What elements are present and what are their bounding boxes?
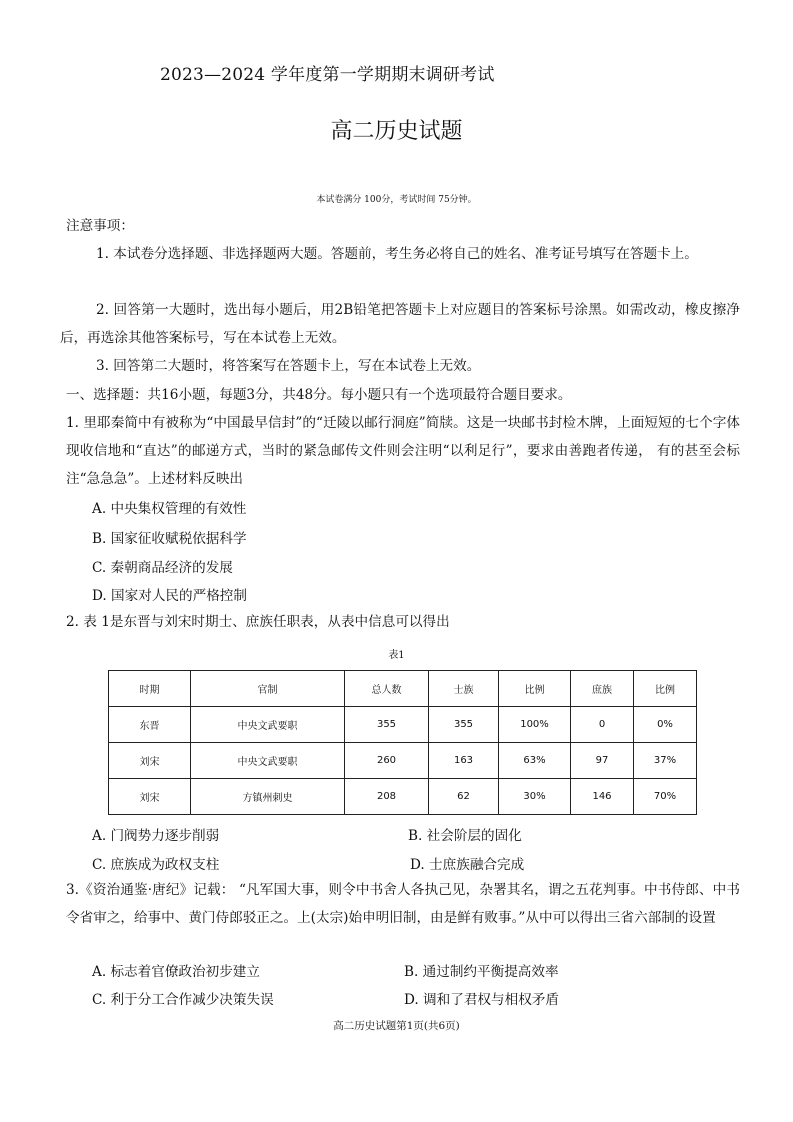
table-header-row (109, 671, 697, 707)
table-header-cell: 士族 (429, 671, 499, 707)
question-2-option-c: C. 庶族成为政权支柱 (92, 857, 220, 873)
table-row (109, 779, 697, 815)
question-2-option-b: B. 社会阶层的固化 (408, 828, 522, 844)
table-row (109, 707, 697, 743)
table-header-cell: 庶族 (571, 671, 634, 707)
table-caption: 表1 (388, 650, 405, 661)
table-cell: 146 (571, 779, 634, 815)
table-cell: 100% (499, 707, 571, 743)
table-cell: 63% (499, 743, 571, 779)
page-footer: 高二历史试题第1页(共6页) (333, 1020, 460, 1032)
table-cell: 东晋 (109, 707, 191, 743)
table-cell: 260 (345, 743, 429, 779)
question-1-option-d: D. 国家对人民的严格控制 (92, 588, 247, 604)
table-cell: 163 (429, 743, 499, 779)
notice-item-2: 2. 回答第一大题时，选出每小题后，用2B铅笔把答题卡上对应题目的答案标号涂黑。如需改动，橡皮擦净后，再选涂其他答案标号，写在本试卷上无效。 (60, 302, 740, 346)
question-3-stem: 3.《资治通鉴·唐纪》记载： “凡军国大事，则令中书舍人各执己见，杂署其名，谓之五花判事。中书侍郎、中书令省审之，给事中、黄门侍郎驳正之。上(太宗)始申明旧制，由是鲜有败事。”从中可以得出三省六部制的设置 (66, 882, 740, 926)
table-header-cell: 比例 (634, 671, 697, 707)
table-cell: 37% (634, 743, 697, 779)
table-header-cell: 官制 (191, 671, 345, 707)
table-cell: 中央文武要职 (191, 743, 345, 779)
table-cell: 刘宋 (109, 743, 191, 779)
question-2-stem: 2. 表 1是东晋与刘宋时期士、庶族任职表，从表中信息可以得出 (66, 614, 450, 630)
table-header-cell: 比例 (499, 671, 571, 707)
table-cell: 0 (571, 707, 634, 743)
table-cell: 355 (429, 707, 499, 743)
data-table (108, 670, 697, 815)
table-header-cell: 时期 (109, 671, 191, 707)
subject-title: 高二历史试题 (330, 119, 463, 144)
question-2-option-a: A. 门阀势力逐步削弱 (92, 828, 220, 844)
table-row (109, 743, 697, 779)
table-cell: 97 (571, 743, 634, 779)
notice-item-1: 1. 本试卷分选择题、非选择题两大题。答题前，考生务必将自己的姓名、准考证号填写在答题卡上。 (96, 246, 698, 262)
question-1-option-b: B. 国家征收赋税依据科学 (92, 531, 247, 547)
question-2-option-d: D. 士庶族融合完成 (410, 857, 525, 873)
question-3-option-a: A. 标志着官僚政治初步建立 (92, 964, 260, 980)
question-3-option-b: B. 通过制约平衡提高效率 (404, 964, 559, 980)
score-note: 本试卷满分 100分，考试时间 75分钟。 (316, 195, 477, 205)
exam-title: 2023—2024 学年度第一学期期末调研考试 (160, 65, 495, 85)
table-cell: 方镇州刺史 (191, 779, 345, 815)
table-cell: 208 (345, 779, 429, 815)
section-heading: 一、选择题：共16小题，每题3分，共48分。每小题只有一个选项最符合题目要求。 (66, 387, 572, 403)
question-3-option-d: D. 调和了君权与相权矛盾 (404, 992, 559, 1008)
table-cell: 30% (499, 779, 571, 815)
table-cell: 62 (429, 779, 499, 815)
question-3-option-c: C. 利于分工合作减少决策失误 (92, 992, 274, 1008)
question-1-option-a: A. 中央集权管理的有效性 (92, 501, 247, 517)
notice-item-3: 3. 回答第二大题时，将答案写在答题卡上，写在本试卷上无效。 (96, 358, 481, 374)
notice-heading: 注意事项： (66, 218, 134, 234)
table-cell: 0% (634, 707, 697, 743)
table-cell: 中央文武要职 (191, 707, 345, 743)
table-cell: 70% (634, 779, 697, 815)
table-header-cell: 总人数 (345, 671, 429, 707)
table-cell: 355 (345, 707, 429, 743)
table-cell: 刘宋 (109, 779, 191, 815)
question-1-stem: 1. 里耶秦简中有被称为“中国最早信封”的“迁陵以邮行洞庭”简牍。这是一块邮书封检木牌，上面短短的七个字体现收信地和“直达”的邮递方式，当时的紧急邮传文件则会注明“以利足行”，要求由善跑者传递， 有的甚至会标注“急急急”。上述材料反映出 (66, 415, 740, 487)
question-1-option-c: C. 秦朝商品经济的发展 (92, 560, 233, 576)
